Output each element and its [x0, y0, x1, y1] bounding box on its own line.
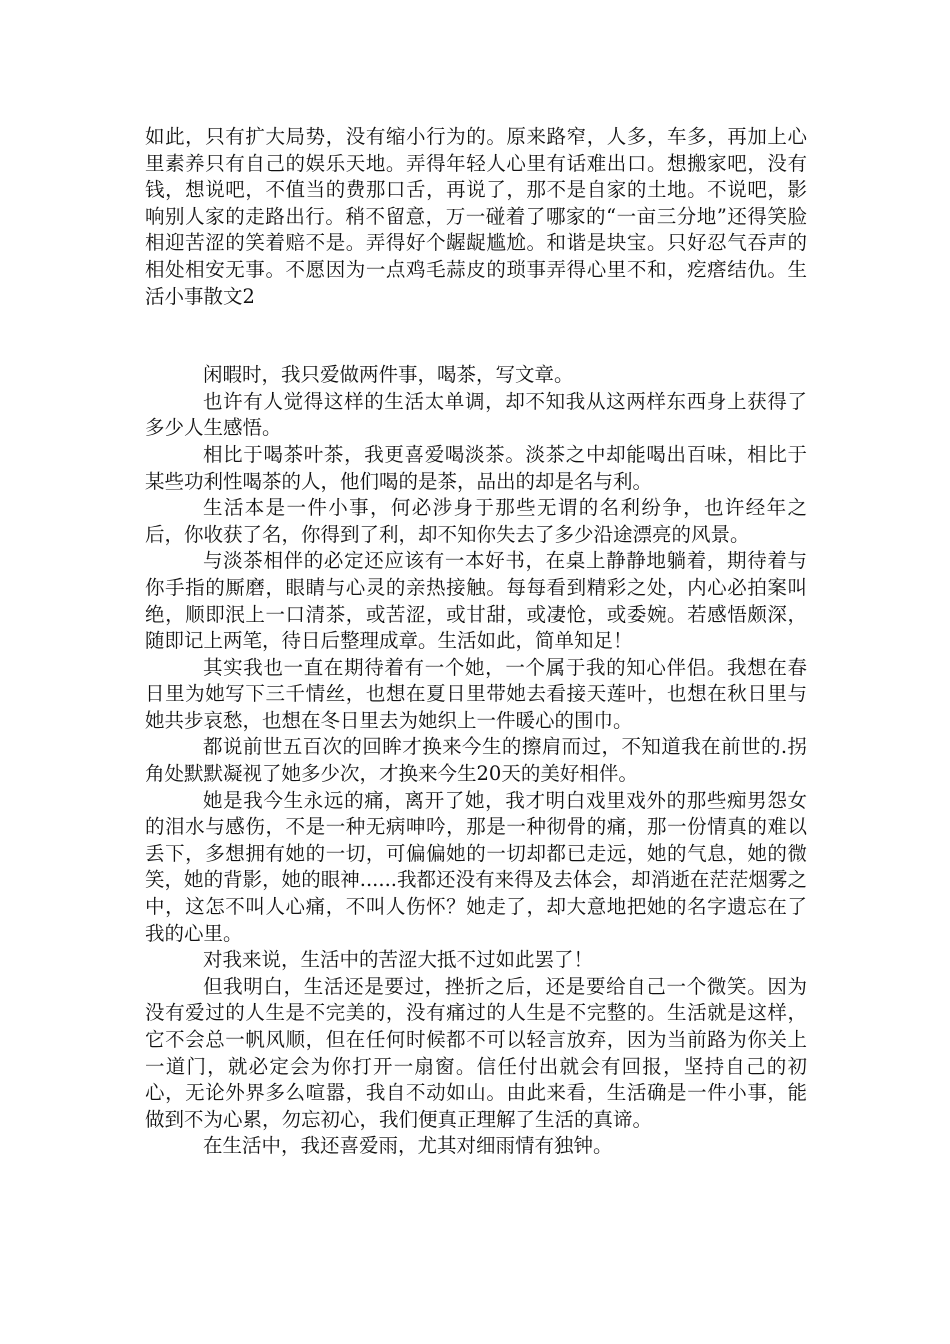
body-paragraph: 相比于喝茶叶茶，我更喜爱喝淡茶。淡茶之中却能喝出百味，相比于某些功利性喝茶的人，他们喝的是茶，品出的却是名与利。: [145, 442, 807, 493]
document-page: [145, 124, 807, 1160]
body-paragraph: 也许有人觉得这样的生活太单调，却不知我从这两样东西身上获得了多少人生感悟。: [145, 389, 807, 440]
body-paragraph: 都说前世五百次的回眸才换来今生的擦肩而过，不知道我在前世的.拐角处默默凝视了她多少次，才换来今生20天的美好相伴。: [145, 735, 807, 786]
body-paragraph: 生活本是一件小事，何必涉身于那些无谓的名利纷争，也许经年之后，你收获了名，你得到了利，却不知你失去了多少沿途漂亮的风景。: [145, 496, 807, 546]
body-paragraph: 她是我今生永远的痛，离开了她，我才明白戏里戏外的那些痴男怨女的泪水与感伤，不是一种无病呻吟，那是一种彻骨的痛，那一份情真的难以丢下，多想拥有她的一切，可偏偏她的一切却都已走远，她的气息，她的微笑，她的背影，她的眼神......我都还没有来得及去体会，却消逝在茫茫烟雾之中，这怎不叫人心痛，不叫人伤怀？她走了，却大意地把她的名字遗忘在了我的心里。: [145, 788, 807, 945]
body-paragraph: 在生活中，我还喜爱雨，尤其对细雨情有独钟。: [203, 1134, 613, 1158]
body-paragraph: 其实我也一直在期待着有一个她，一个属于我的知心伴侣。我想在春日里为她写下三千情丝，也想在夏日里带她去看接天莲叶，也想在秋日里与她共步哀愁，也想在冬日里去为她织上一件暖心的围巾。: [145, 655, 807, 732]
paragraph-gap: [145, 310, 807, 362]
body-paragraph: 与淡茶相伴的必定还应该有一本好书，在桌上静静地躺着，期待着与你手指的厮磨，眼睛与心灵的亲热接触。每每看到精彩之处，内心必拍案叫绝，顺即泯上一口清茶，或苦涩，或甘甜，或凄怆，或委婉。若感悟颇深，随即记上两笔，待日后整理成章。生活如此，简单知足！: [145, 549, 807, 653]
body-paragraph: 但我明白，生活还是要过，挫折之后，还是要给自己一个微笑。因为没有爱过的人生是不完美的，没有痛过的人生是不完整的。生活就是这样，它不会总一帆风顺，但在任何时候都不可以轻言放弃，因为当前路为你关上一道门，就必定会为你打开一扇窗。信任付出就会有回报，坚持自己的初心，无论外界多么喧嚣，我自不动如山。由此来看，生活确是一件小事，能做到不为心累，勿忘初心，我们便真正理解了生活的真谛。: [145, 974, 807, 1131]
intro-paragraph: 如此，只有扩大局势，没有缩小行为的。原来路窄，人多，车多，再加上心里素养只有自己的娱乐天地。弄得年轻人心里有话难出口。想搬家吧，没有钱，想说吧，不值当的费那口舌，再说了，那不是自家的土地。不说吧，影响别人家的走路出行。稍不留意，万一碰着了哪家的“一亩三分地”还得笑脸相迎苦涩的笑着赔不是。弄得好个龌龊尴尬。和谐是块宝。只好忍气吞声的相处相安无事。不愿因为一点鸡毛蒜皮的琐事弄得心里不和，疙瘩结仇。生活小事散文2: [145, 125, 807, 308]
body-paragraph: 闲暇时，我只爱做两件事，喝茶，写文章。: [203, 363, 574, 387]
body-paragraph: 对我来说，生活中的苦涩大抵不过如此罢了！: [203, 948, 594, 972]
